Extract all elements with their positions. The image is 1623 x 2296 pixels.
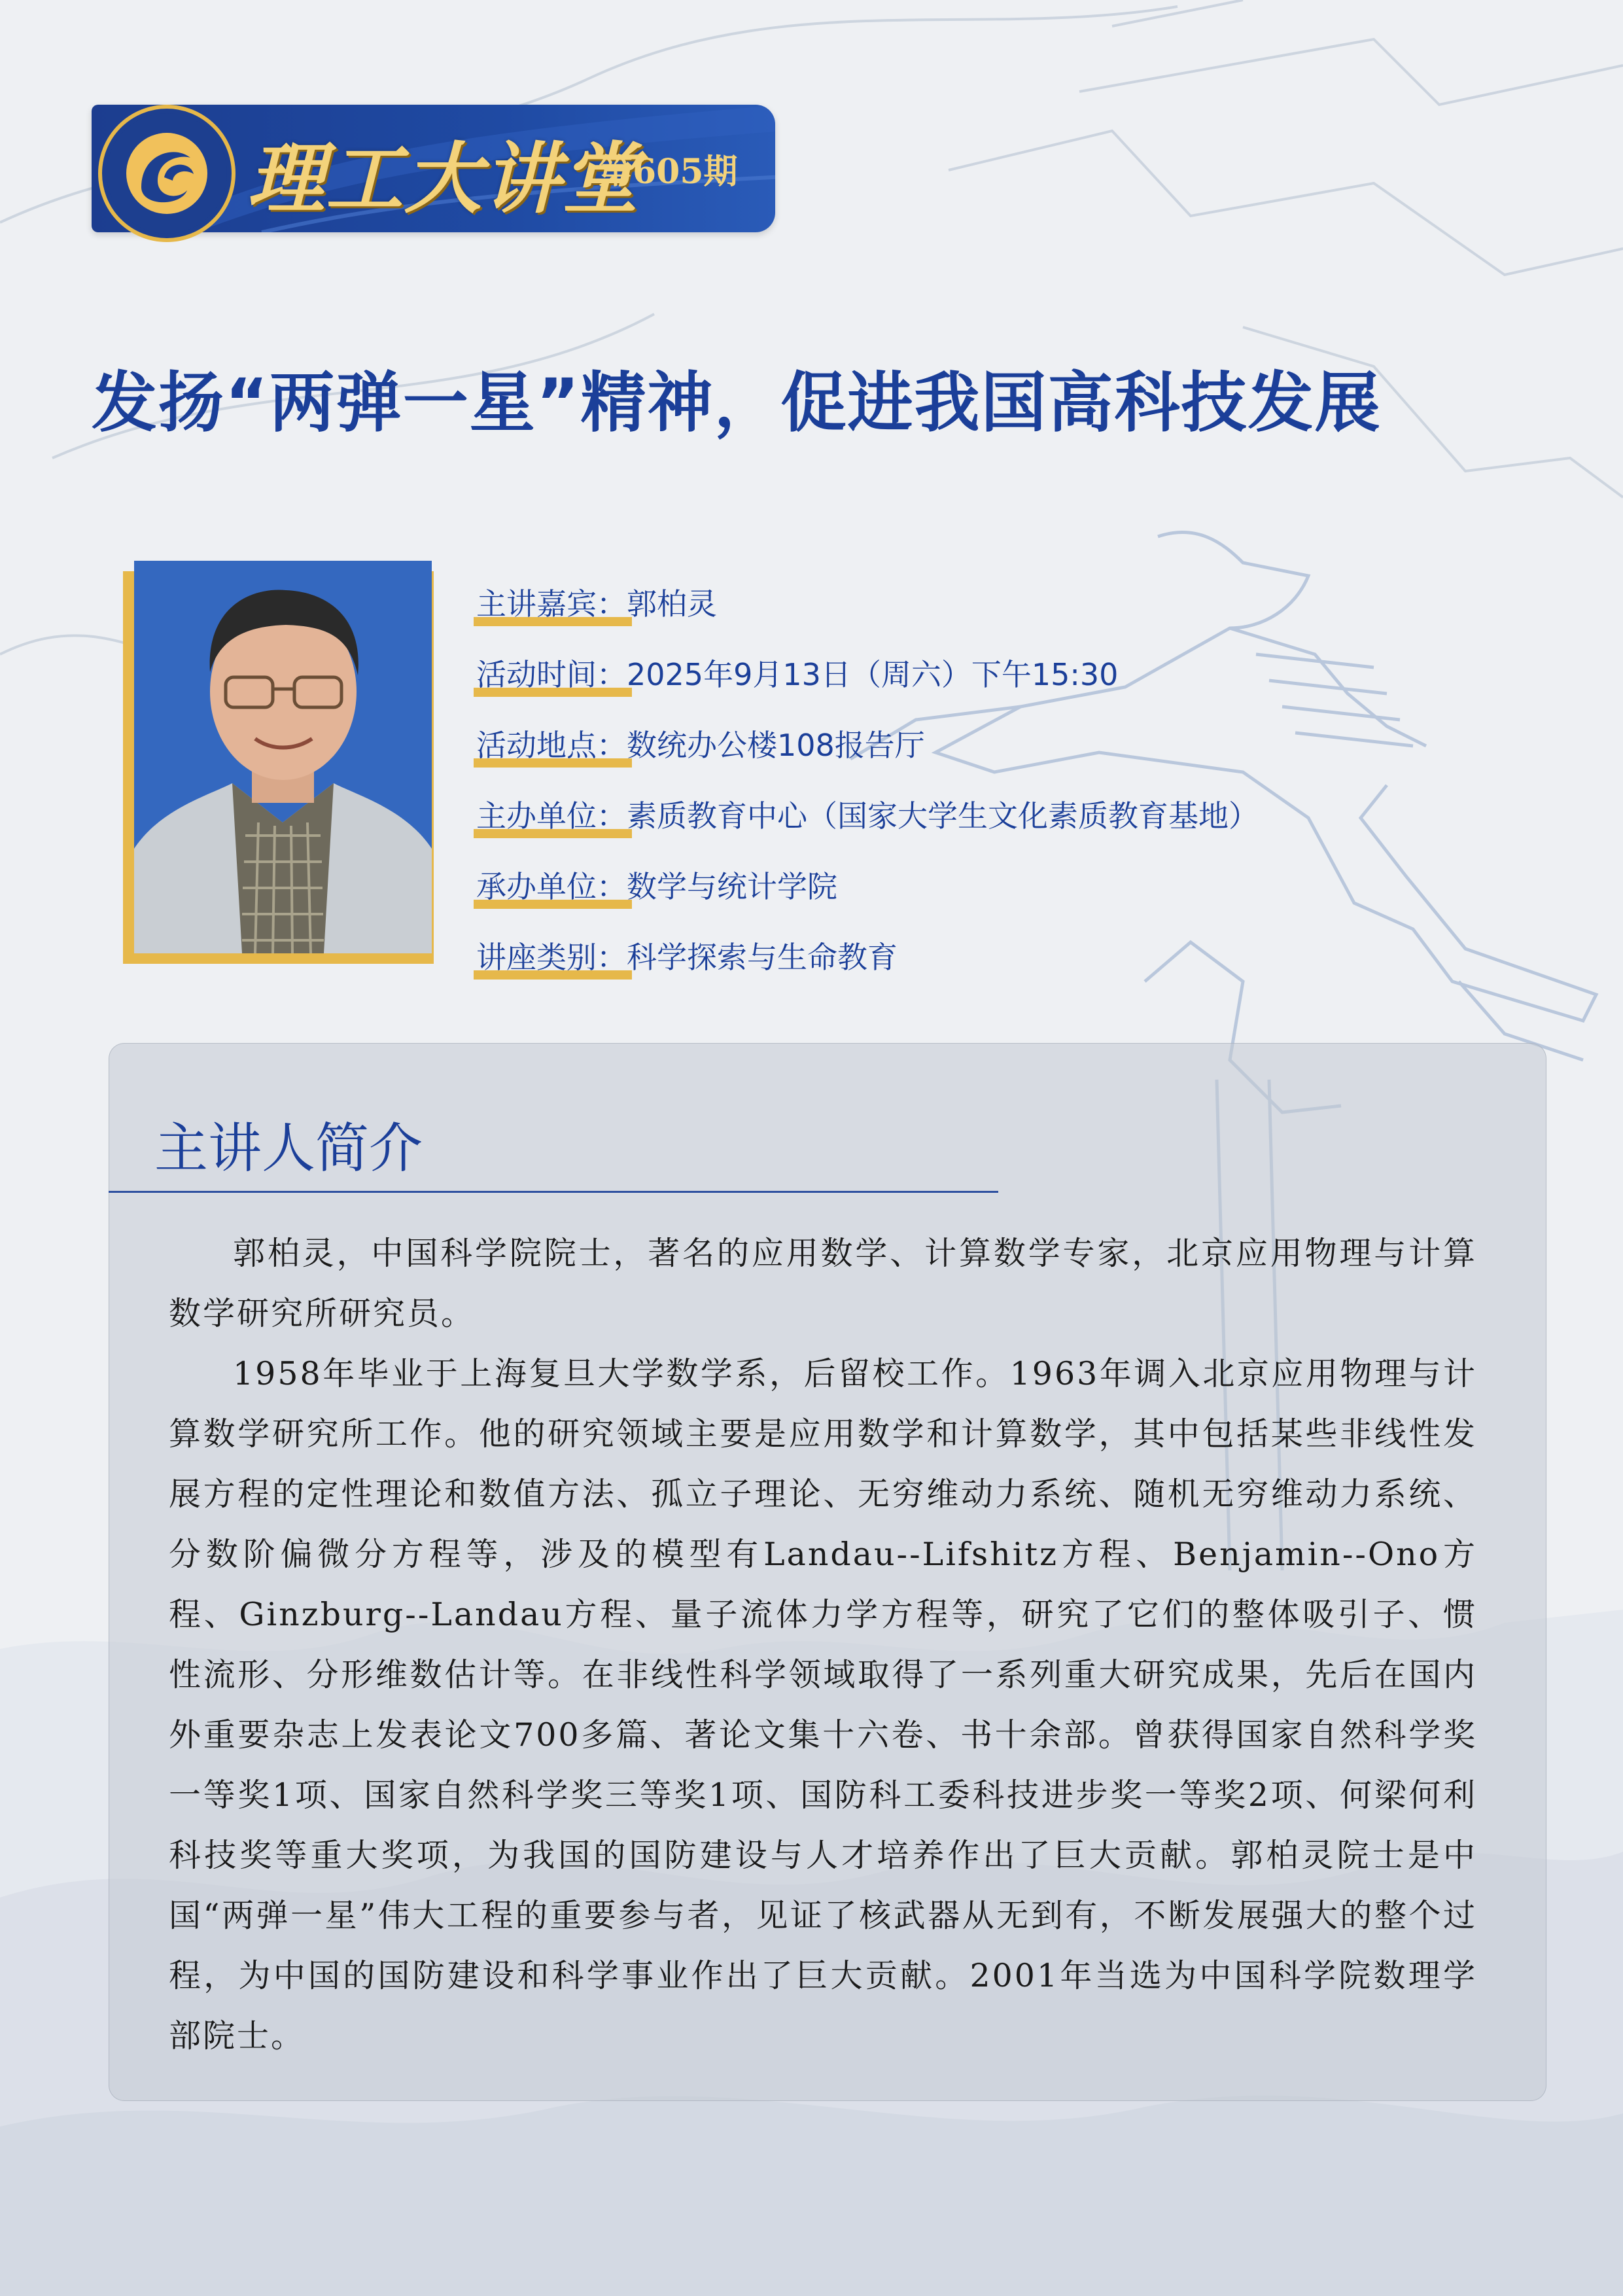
info-value: 2025年9月13日（周六）下午15:30 — [627, 657, 1119, 692]
info-label: 讲座类别： — [476, 934, 627, 977]
info-row-speaker — [476, 580, 1259, 651]
info-label: 主讲嘉宾： — [476, 580, 627, 624]
info-row-time — [476, 651, 1259, 722]
info-row-location — [476, 722, 1259, 792]
info-label: 承办单位： — [476, 863, 627, 906]
info-row-category — [476, 934, 1259, 1004]
info-label: 活动时间： — [476, 651, 627, 694]
event-info — [476, 580, 1259, 1004]
info-value: 素质教育中心（国家大学生文化素质教育基地） — [627, 798, 1259, 834]
heading-divider — [109, 1191, 998, 1193]
info-label: 活动地点： — [476, 722, 627, 765]
info-value: 郭柏灵 — [627, 586, 717, 622]
page-title: 发扬“两弹一星”精神，促进我国高科技发展 — [92, 364, 1382, 441]
info-label: 主办单位： — [476, 792, 627, 836]
university-logo — [98, 105, 236, 242]
intro-paragraph: 郭柏灵，中国科学院院士，著名的应用数学、计算数学专家，北京应用物理与计算数学研究所研究员。 — [169, 1235, 1477, 1332]
speaker-portrait — [134, 561, 432, 953]
info-row-host — [476, 792, 1259, 863]
intro-heading: 主讲人简介 — [154, 1118, 423, 1180]
info-row-organizer — [476, 863, 1259, 934]
info-value: 数统办公楼108报告厅 — [627, 728, 925, 763]
info-value: 科学探索与生命教育 — [627, 940, 898, 975]
intro-body — [169, 1224, 1477, 2066]
issue-number: 第605期 — [599, 152, 738, 192]
intro-paragraph: 1958年毕业于上海复旦大学数学系，后留校工作。1963年调入北京应用物理与计算数学研究所工作。他的研究领域主要是应用数学和计算数学，其中包括某些非线性发展方程的定性理论和数值方法、孤立子理论、无穷维动力系统、随机无穷维动力系统、分数阶偏微分方程等，涉及的模型有Landau--Lifshitz方程、Benjamin--Ono方程、Ginzburg--Landau方程、量子流体力学方程等，研究了它们的整体吸引子、惯性流形、分形维数估计等。在非线性科学领域取得了一系列重大研究成果，先后在国内外重要杂志上发表论文700多篇、著论文集十六卷、书十余部。曾获得国家自然科学奖一等奖1项、国家自然科学奖三等奖1项、国防科工委科技进步奖一等奖2项、何梁何利科技奖等重大奖项，为我国的国防建设与人才培养作出了巨大贡献。郭柏灵院士是中国“两弹一星”伟大工程的重要参与者，见证了核武器从无到有，不断发展强大的整个过程，为中国的国防建设和科学事业作出了巨大贡献。2001年当选为中国科学院数理学部院士。 — [169, 1355, 1477, 2055]
series-name: 理工大讲堂 — [247, 133, 640, 224]
info-value: 数学与统计学院 — [627, 869, 837, 904]
